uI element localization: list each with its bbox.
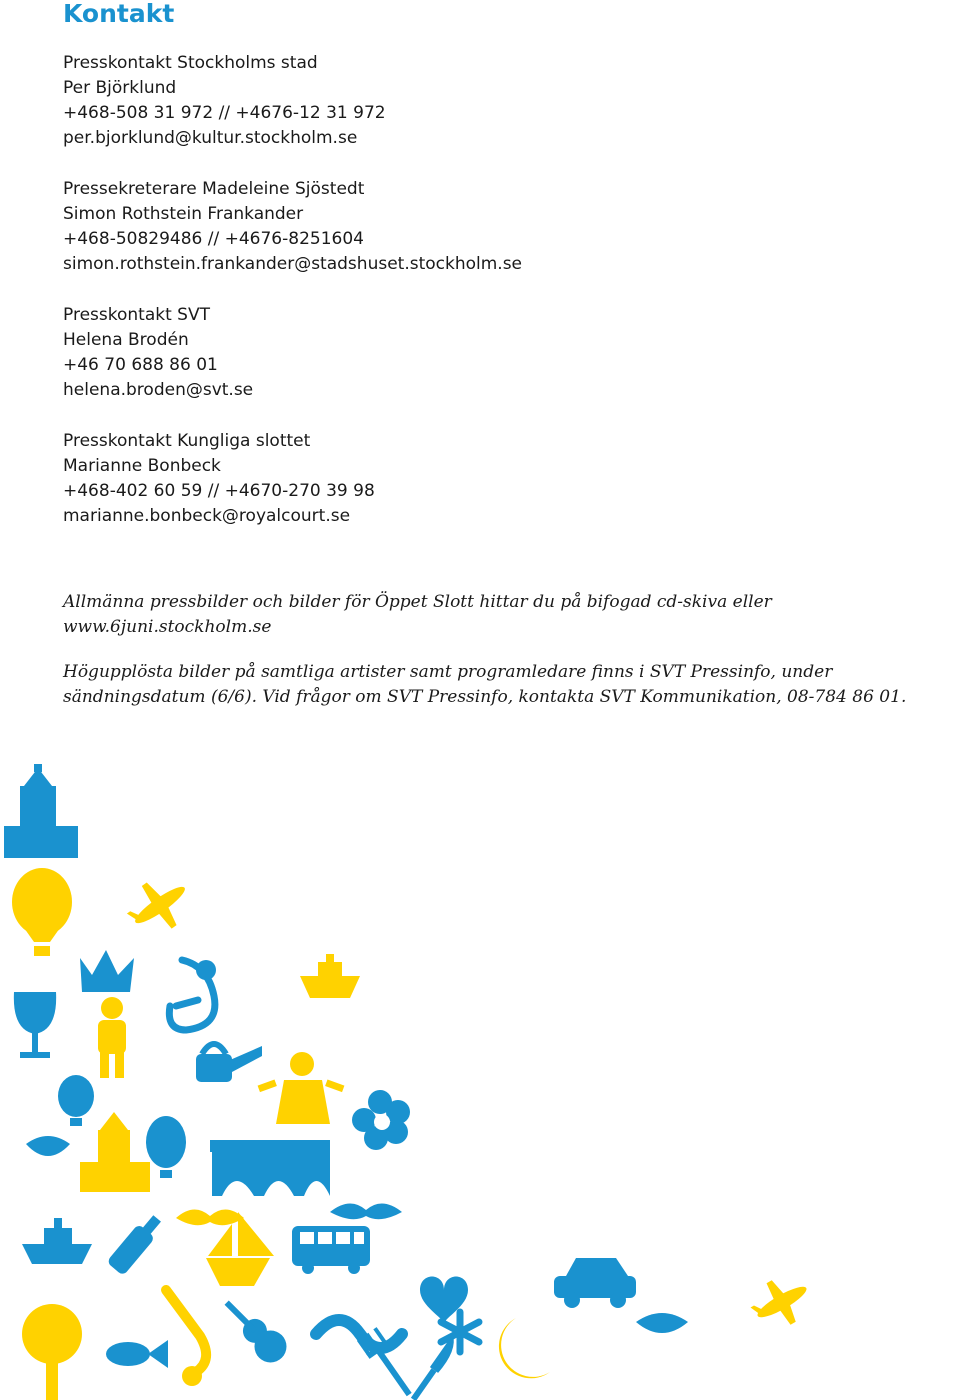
contact-email[interactable]: per.bjorklund@kultur.stockholm.se bbox=[63, 128, 358, 148]
contact-email[interactable]: helena.broden@svt.se bbox=[63, 380, 254, 400]
flower-icon bbox=[352, 1090, 410, 1150]
decorative-icon-cluster bbox=[0, 750, 960, 1400]
city-hall-tower-icon bbox=[4, 764, 78, 858]
contact-list bbox=[63, 51, 923, 555]
contact-email[interactable]: simon.rothstein.frankander@stadshuset.stockholm.se bbox=[63, 254, 523, 274]
saxophone-icon bbox=[166, 1290, 206, 1386]
mustache-icon bbox=[330, 1203, 402, 1219]
guitar-icon bbox=[215, 1291, 293, 1369]
page-title: Kontakt bbox=[63, 0, 175, 28]
contact-org: Presskontakt SVT bbox=[63, 305, 210, 325]
contact-org: Presskontakt Stockholms stad bbox=[63, 53, 318, 73]
small-balloon-icon bbox=[58, 1075, 94, 1126]
contact-org: Presskontakt Kungliga slottet bbox=[63, 431, 311, 451]
notes bbox=[63, 590, 955, 730]
contact-stockholms-stad bbox=[63, 51, 923, 151]
note-pressbilder: Allmänna pressbilder och bilder för Öppet Slott hittar du på bifogad cd-skiva eller www.6juni.stockholm.se bbox=[63, 592, 772, 637]
child-figure-icon bbox=[258, 1052, 345, 1124]
contact-phone: +468-402 60 59 // +4670-270 39 98 bbox=[63, 481, 375, 501]
hot-air-balloon-icon bbox=[12, 868, 72, 956]
wave-icon bbox=[316, 1320, 402, 1348]
contact-svt bbox=[63, 303, 923, 403]
contact-phone: +468-50829486 // +4676-8251604 bbox=[63, 229, 364, 249]
ship-icon bbox=[300, 954, 360, 998]
lips-icon bbox=[636, 1313, 688, 1333]
contact-kungliga-slottet bbox=[63, 429, 923, 529]
wine-glass-icon bbox=[14, 992, 56, 1058]
contact-pressekreterare bbox=[63, 177, 923, 277]
contact-name: Simon Rothstein Frankander bbox=[63, 204, 304, 224]
contact-org: Pressekreterare Madeleine Sjöstedt bbox=[63, 179, 365, 199]
contact-email[interactable]: marianne.bonbeck@royalcourt.se bbox=[63, 506, 351, 526]
car-icon bbox=[554, 1258, 636, 1308]
bus-icon bbox=[292, 1226, 370, 1274]
airplane-icon bbox=[744, 1267, 818, 1338]
crown-icon bbox=[80, 950, 134, 992]
mustache-icon bbox=[176, 1209, 244, 1225]
contact-name: Marianne Bonbeck bbox=[63, 456, 221, 476]
tower-icon bbox=[80, 1112, 150, 1192]
balloon-icon bbox=[146, 1116, 186, 1178]
knife-icon bbox=[409, 1334, 461, 1400]
bottle-icon bbox=[106, 1211, 165, 1276]
lips-icon bbox=[26, 1136, 70, 1156]
moon-icon bbox=[499, 1318, 550, 1378]
trumpet-icon bbox=[169, 960, 216, 1030]
airplane-icon bbox=[119, 866, 200, 944]
person-icon bbox=[98, 997, 126, 1078]
boat-icon bbox=[22, 1218, 92, 1264]
bridge-icon bbox=[210, 1140, 330, 1196]
watering-can-icon bbox=[196, 1044, 262, 1082]
contact-phone: +46 70 688 86 01 bbox=[63, 355, 218, 375]
contact-phone: +468-508 31 972 // +4676-12 31 972 bbox=[63, 103, 386, 123]
contact-name: Helena Brodén bbox=[63, 330, 189, 350]
note-svt-pressinfo: Högupplösta bilder på samtliga artister samt programledare finns i SVT Pressinfo, under sändningsdatum (6/6). Vid frågor om SVT Pressinfo, kontakta SVT Kommunikation, 08-784 86 01. bbox=[63, 662, 907, 707]
fish-icon bbox=[106, 1340, 168, 1368]
contact-name: Per Björklund bbox=[63, 78, 177, 98]
tree-icon bbox=[22, 1304, 82, 1400]
